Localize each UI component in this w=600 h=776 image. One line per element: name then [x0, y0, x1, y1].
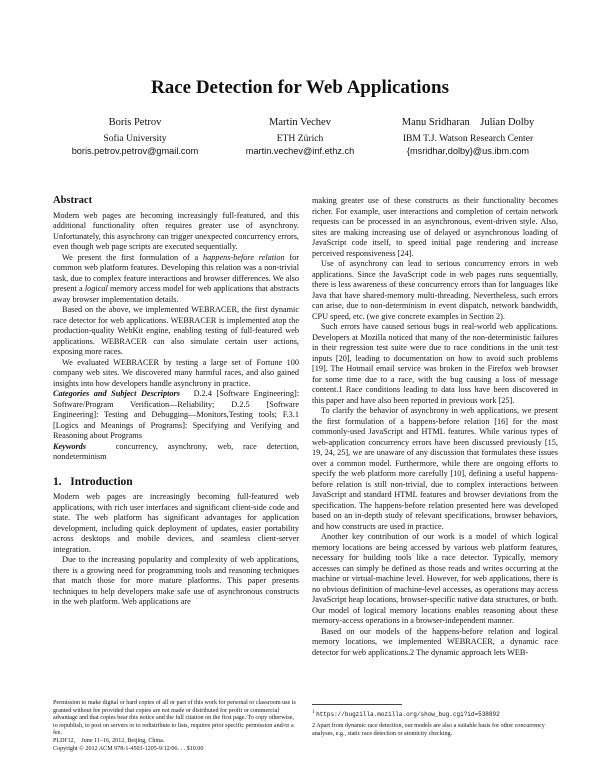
body-paragraph: Another key contribution of our work is a model of which logical memory locations are being accessed by various web platform features, necessary for building tools like a race detector. Typically, memory accesses can simply be defined as those reads and writes occurring at the machine or virtual-machine level. However, for web applications, there is no obvious definition of machine-level accesses, as operations may access JavaScript heap locations, browser-specific native data structures, or both. Our model of logical memory locations enables reasoning about these memory-access operations in a browser-independent manner.	[312, 532, 558, 625]
section-heading: 1. Introduction	[53, 475, 133, 488]
author-1	[60, 116, 210, 158]
author-2	[230, 116, 370, 158]
body-paragraph: To clarify the behavior of asynchrony in web applications, we present the first formulation of a happens-before relation [16] for the most commonly-used JavaScript and HTML features. While various types of web-application concurrency errors have been discussed previously [15, 19, 24, 25], we are unaware of any discussion that formulates these issues over a common model. Furthermore, while there are ongoing efforts to specify the web platform more carefully [10], defining a useful happens-before relation is still non-trivial, due to complex interactions between JavaScript and standard HTML features and browser deviations from the specification. The happens-before relation presented here was developed based on an in-depth study of relevant specifications, browser behaviors, and how constructs are used in practice.	[312, 406, 558, 531]
abstract-paragraph: We present the first formulation of a happens-before relation for common web platform features. Developing this relation was a non-trivial task, due to complex feature interactions and browser differences. We also present a logical memory access model for web applications that abstracts away browser implementation details.	[53, 252, 299, 304]
author-affiliation: ETH Zürich	[276, 133, 324, 144]
author-3	[380, 116, 556, 158]
keywords: Keywords concurrency, asynchrony, web, race detection, nondeterminism	[53, 441, 299, 461]
author-affiliation: Sofia University	[103, 133, 167, 144]
author-affiliation: IBM T.J. Watson Research Center	[402, 133, 534, 144]
footnote-1: $^1$ https://bugzilla.mozilla.org/show_bug.cgi?id=538892	[312, 709, 500, 719]
footnote-url[interactable]: https://bugzilla.mozilla.org/show_bug.cgi?id=538892	[316, 711, 500, 719]
body-paragraph: Such errors have caused serious bugs in real-world web applications. Developers at Mozilla noticed that many of the non-deterministic failures in their regression test suite were due to race conditions in the unit test inputs [20], leading to documentation on how to avoid such problems [19]. The Hotmail email service was broken in the Firefox web browser for some time due to a race, with the bug causing a loss of message content.1 Race conditions leading to data loss have been discovered in this paper and have also been reported in previous work [25].	[312, 322, 558, 405]
abstract-paragraph: Modern web pages are becoming increasingly full-featured, and this additional functionality often requires greater use of asynchrony. Unfortunately, this asynchrony can trigger unexpected concurrency errors, even though web page scripts are executed sequentially.	[53, 210, 299, 251]
body-paragraph: Based on our models of the happens-before relation and logical memory locations, we implemented WEBRACER, a dynamic race detector for web applications.2 The dynamic approach lets WEB-	[312, 626, 558, 657]
author-name: Manu Sridharan Julian Dolby	[401, 117, 535, 128]
footnote-2: 2 Apart from dynamic race detection, our models are also a suitable basis for other concurrency analyses, e.g., static race detection or atomicity checking.	[312, 722, 545, 737]
author-name: Martin Vechev	[269, 117, 331, 128]
abstract-paragraph: We evaluated WEBRACER by testing a large set of Fortune 100 company web sites. We discovered many harmful races, and also gained insights into how developers handle asynchrony in practice.	[53, 357, 299, 388]
body-paragraph: making greater use of these constructs as their functionality becomes richer. For example, user interactions and completion of certain network requests can be processed in an asynchronous, event-driven style. Also, sites are making increasing use of delayed or asynchronous loading of JavaScript code itself, to speed initial page rendering and increase perceived responsiveness [24].	[312, 196, 558, 258]
permission-notice	[53, 700, 299, 753]
author-email: boris.petrov.petrov@gmail.com	[71, 146, 199, 156]
abstract-heading: Abstract	[53, 195, 93, 206]
body-paragraph: Use of asynchrony can lead to serious concurrency errors in web applications. Since the JavaScript code in web pages runs sequentially, there is less awareness of these concurrency errors than for languages like Java that have shared-memory multi-threading. Nevertheless, such errors can arise, due to non-determinism in event dispatch, network bandwidth, CPU speed, etc. (we give concrete examples in Section 2).	[312, 259, 558, 321]
author-name: Boris Petrov	[108, 117, 162, 128]
copyright: Copyright © 2012 ACM 978-1-4503-1205-9/12/06. . . $10.00	[53, 745, 204, 752]
author-email: {msridhar,dolby}@us.ibm.com	[406, 146, 530, 156]
categories: Categories and Subject Descriptors D.2.4 [Software Engineering]: Software/Program Verification—Reliability; D.2.5 [Software Engineering]: Testing and Debugging—Monitors,Testing tools; F.3.1 [Logics and Meanings of Programs]: Specifying and Verifying and Reasoning about Programs	[53, 389, 299, 440]
venue: PLDI'12, June 11–16, 2012, Beijing, China.	[53, 737, 165, 744]
intro-paragraph: Due to the increasing popularity and complexity of web applications, there is a growing need for programming tools and reasoning techniques that match those for more mature platforms. This paper presents techniques to help developers make safe use of asynchronous constructs in the web platform. Web applications are	[53, 555, 299, 606]
paper-title: Race Detection for Web Applications	[151, 77, 449, 98]
permission-text: Permission to make digital or hard copies of all or part of this work for personal or classroom use is granted without fee provided that copies are not made or distributed for profit or commercial advantage and that copies bear this notice and the full citation on the first page. To copy otherwise, to republish, to post on servers or to redistribute to lists, requires prior specific permission and/or a fee.	[53, 700, 296, 737]
intro-paragraph: Modern web pages are increasingly becoming full-featured web applications, with rich user interfaces and significant client-side code and state. The web platform has significant advantages for application development, including quick deployment of updates, easier portability across desktops and mobile devices, and seamless client-server integration.	[53, 492, 299, 554]
abstract-paragraph: Based on the above, we implemented WEBRACER, the first dynamic race detector for web applications. WEBRACER is implemented atop the production-quality WebKit engine, enabling testing of full-featured web applications. WEBRACER can also simulate certain user actions, exposing more races.	[53, 305, 299, 356]
author-email: martin.vechev@inf.ethz.ch	[245, 146, 355, 156]
footnote-rule	[312, 704, 402, 705]
left-column	[53, 196, 299, 608]
right-column	[312, 196, 558, 658]
footnotes	[312, 704, 558, 738]
